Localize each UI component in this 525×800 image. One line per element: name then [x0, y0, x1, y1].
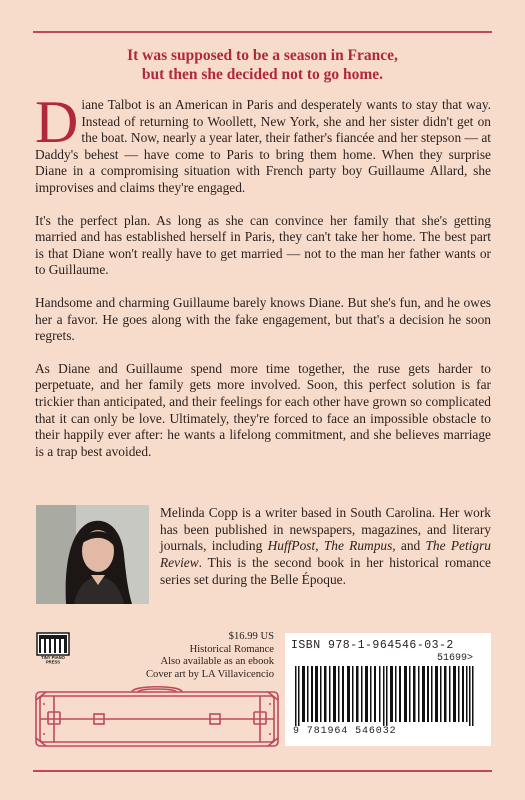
blurb-paragraph-4: As Diane and Guillaume spend more time together, the ruse gets harder to perpetuate, and her family gets more involved. Soon, this perfect solution is far trickier than anticipated, and their feelings for each other have grown so complicated that it can only be love. Ultimately, they're forced to face an impossible obstacle to their happily ever after: he wants a lifelong commitment, and she believes marriage is a trap best avoided.: [35, 360, 491, 459]
tagline-line-1: It was supposed to be a season in France,: [127, 47, 398, 64]
price-code: 51699>: [437, 653, 474, 664]
isbn-label: ISBN 978-1-964546-03-2: [291, 639, 454, 652]
author-photo: [36, 505, 149, 604]
bio-separator-1: ,: [315, 538, 324, 554]
bottom-rule: [33, 770, 492, 772]
author-bio: [160, 505, 491, 589]
bio-separator-2: , and: [392, 538, 426, 554]
blurb-paragraph-1-text: iane Talbot is an American in Paris and desperately wants to stay that way. Instead of returning to Woollett, New York, she and her sister didn't get on the boat. Now, nearly a year later, their father's fiancée and her stepson — at Daddy's behest — have come to Paris to bring them home. When they surprise Diane in a compromising situation with French party boy Guillaume Allard, she improvises and claims they're engaged.: [35, 97, 491, 195]
blurb-paragraph-2: It's the perfect plan. As long as she can convince her family that she's getting married and has established herself in Paris, they can't take her home. The best part is that Diane won't really have to get married — not to the man her father wants or to Guillaume.: [35, 212, 491, 278]
genre: Historical Romance: [189, 643, 274, 655]
publication-the-rumpus: The Rumpus: [323, 538, 393, 554]
publisher-logo-line-2: PRESS: [45, 659, 61, 664]
suitcase-illustration: [34, 684, 280, 750]
cover-art-credit: Cover art by LA Villavicencio: [145, 668, 274, 680]
publication-petigru-review: The Petigru Review: [160, 538, 491, 571]
book-blurb: [35, 89, 491, 476]
ebook-note: Also available as an ebook: [160, 656, 274, 668]
publisher-logo: [36, 632, 70, 664]
publication-huffpost: HuffPost: [267, 538, 316, 554]
tagline-line-2: but then she decided not to go home.: [141, 66, 384, 83]
publisher-logo-line-1: TINY PIANO: [41, 655, 65, 660]
barcode-digits: 9 781964 546032: [293, 726, 397, 737]
blurb-paragraph-3: Handsome and charming Guillaume barely knows Diane. But she's fun, and he owes her a favor. He goes along with the fake engagement, but that's a decision he soon regrets.: [35, 294, 491, 344]
blurb-paragraph-1: [35, 89, 491, 197]
isbn-barcode: [285, 633, 491, 746]
drop-cap: D: [35, 89, 79, 155]
top-rule: [33, 31, 492, 33]
bio-text-a: Melinda Copp is a writer based in South Carolina. Her work has been published in newspapers, magazines, and literary journals, including: [160, 505, 491, 554]
barcode-bars: [293, 666, 485, 726]
tagline: [40, 46, 485, 84]
bio-text-b: . This is the second book in her historical romance series set during the Belle Époque.: [160, 555, 491, 587]
book-meta: [118, 631, 274, 681]
price: $16.99 US: [228, 631, 274, 642]
